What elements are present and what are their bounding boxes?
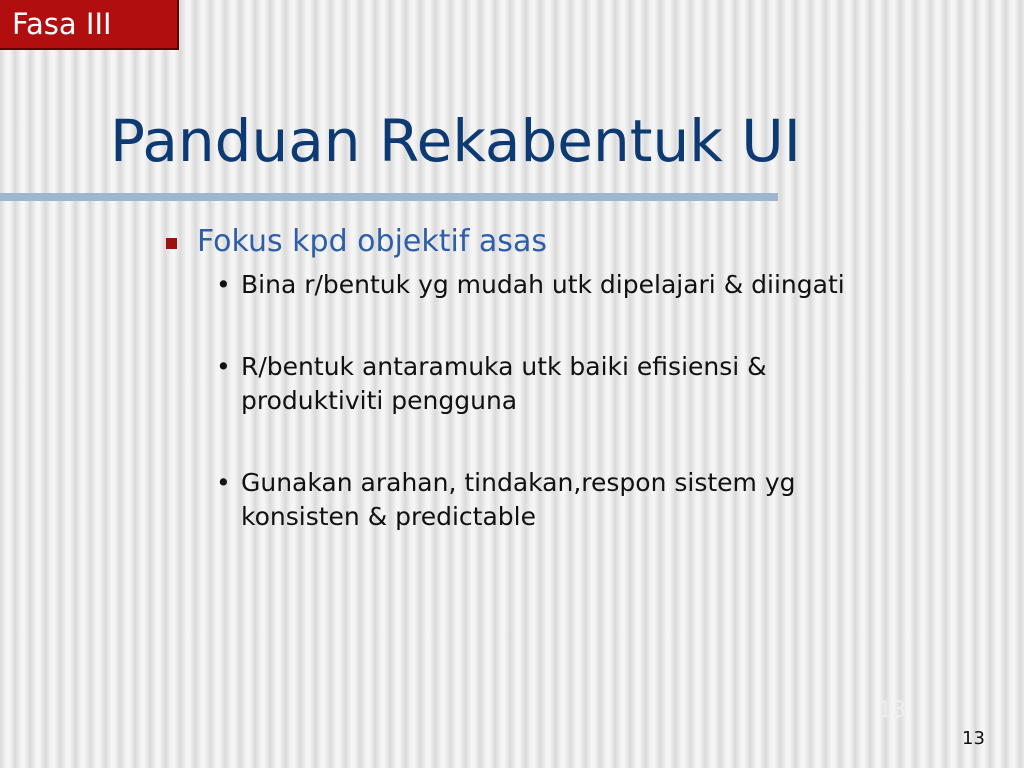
phase-label-box bbox=[0, 0, 179, 50]
sub-bullet-text: R/bentuk antaramuka utk baiki efisiensi & produktiviti pengguna bbox=[241, 352, 767, 415]
watermark-number: 13 bbox=[878, 698, 906, 723]
dot-bullet-icon: • bbox=[216, 468, 231, 497]
main-bullet-text: Fokus kpd objektif asas bbox=[197, 224, 547, 259]
slide-title: Panduan Rekabentuk UI bbox=[110, 107, 801, 175]
title-divider bbox=[0, 193, 778, 201]
page-number: 13 bbox=[962, 728, 985, 749]
square-bullet-icon bbox=[166, 238, 177, 249]
dot-bullet-icon: • bbox=[216, 270, 231, 299]
sub-bullet-text: Bina r/bentuk yg mudah utk dipelajari & diingati bbox=[241, 270, 845, 299]
phase-label: Fasa III bbox=[12, 7, 112, 41]
dot-bullet-icon: • bbox=[216, 352, 231, 381]
sub-bullet-text: Gunakan arahan, tindakan,respon sistem yg konsisten & predictable bbox=[241, 468, 796, 531]
